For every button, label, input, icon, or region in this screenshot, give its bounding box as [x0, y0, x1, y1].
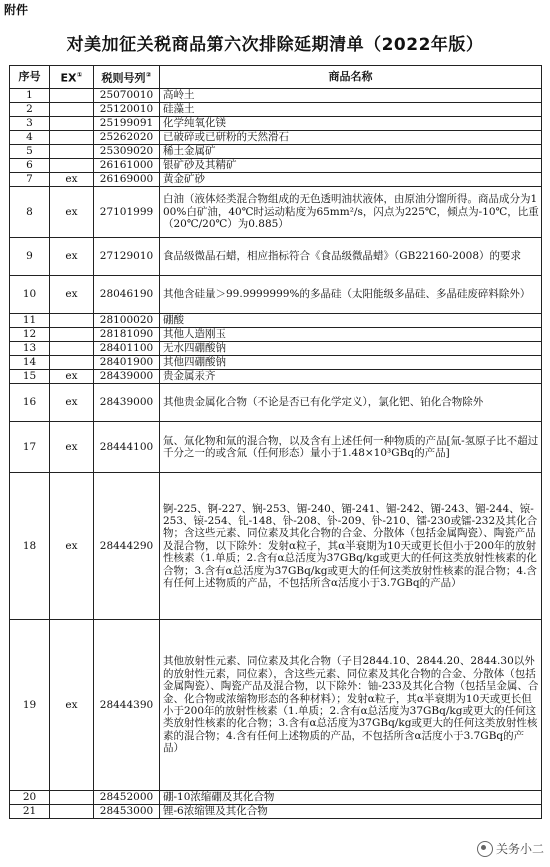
row-ex	[50, 356, 94, 370]
row-seq: 13	[10, 342, 50, 356]
row-name: 硼酸	[160, 314, 542, 328]
row-ex: ex	[50, 384, 94, 422]
table-row	[10, 422, 542, 473]
row-seq: 8	[10, 187, 50, 238]
footnote-mark-code: ②	[145, 70, 152, 79]
row-name: 稀土金属矿	[160, 145, 542, 159]
col-header-code: 税则号列②	[94, 66, 160, 89]
row-name: 氚、氚化物和氚的混合物，以及含有上述任何一种物质的产品[氚-氢原子比不超过千分之一的或含氚（任何形态）量小于1.48×10³GBq的产品]	[160, 422, 542, 473]
wechat-logo-icon	[477, 841, 493, 857]
row-code: 27129010	[94, 238, 160, 276]
row-code: 26161000	[94, 159, 160, 173]
table-row	[10, 159, 542, 173]
col-header-ex: EX①	[50, 66, 94, 89]
row-code: 25309020	[94, 145, 160, 159]
table-row	[10, 117, 542, 131]
exclusion-list-table	[9, 65, 542, 819]
row-ex: ex	[50, 276, 94, 314]
row-seq: 21	[10, 805, 50, 819]
table-row	[10, 103, 542, 117]
table-row	[10, 238, 542, 276]
row-code: 28444290	[94, 473, 160, 620]
row-seq: 18	[10, 473, 50, 620]
row-ex	[50, 89, 94, 103]
row-seq: 5	[10, 145, 50, 159]
table-row	[10, 473, 542, 620]
row-seq: 3	[10, 117, 50, 131]
row-ex	[50, 103, 94, 117]
table-row	[10, 276, 542, 314]
table-row	[10, 620, 542, 791]
watermark-text: 关务小二	[495, 842, 544, 856]
row-ex	[50, 805, 94, 819]
row-name: 银矿砂及其精矿	[160, 159, 542, 173]
annex-label: 附件	[4, 3, 29, 17]
row-seq: 2	[10, 103, 50, 117]
row-code: 28453000	[94, 805, 160, 819]
row-name: 其他含硅量＞99.9999999%的多晶硅（太阳能级多晶硅、多晶硅废碎料除外）	[160, 276, 542, 314]
table-row	[10, 791, 542, 805]
row-seq: 15	[10, 370, 50, 384]
row-name: 其他放射性元素、同位素及其化合物（子目2844.10、2844.20、2844.30以外的放射性元素，同位素），含这些元素、同位素及其化合物的合金、分散体（包括金属陶瓷）、陶瓷产品及混合物，以下除外：铀-233及其化合物（包括呈金属、合金、化合物或浓缩物形态的各种材料）；发射α粒子，其α半衰期为10天或更长但小于200年的放射性核素（1.单质；2.含有α总活度为37GBq/kg或更大的任何这类放射性核素的化合物；3.含有α总活度为37GBq/kg或更大的任何这类放射性核素的混合物；4.含有任何上述物质的产品，不包括所含α活度小于3.7GBq的产品）	[160, 620, 542, 791]
row-name: 白油（液体烃类混合物组成的无色透明油状液体，由原油分馏所得。商品成分为100%白矿油，40℃时运动粘度为65mm²/s，闪点为225℃，倾点为-10℃，比重（20℃/20℃）为0.885）	[160, 187, 542, 238]
page-title: 对美加征关税商品第六次排除延期清单（2022年版）	[66, 35, 484, 55]
row-name: 其他四硼酸钠	[160, 356, 542, 370]
row-ex	[50, 314, 94, 328]
watermark	[477, 840, 544, 857]
row-seq: 11	[10, 314, 50, 328]
row-code: 25120010	[94, 103, 160, 117]
row-ex: ex	[50, 238, 94, 276]
row-name: 已破碎或已研粉的天然滑石	[160, 131, 542, 145]
row-seq: 16	[10, 384, 50, 422]
row-ex: ex	[50, 370, 94, 384]
row-name: 贵金属汞齐	[160, 370, 542, 384]
row-seq: 17	[10, 422, 50, 473]
row-code: 28100020	[94, 314, 160, 328]
row-ex	[50, 342, 94, 356]
row-seq: 10	[10, 276, 50, 314]
row-ex: ex	[50, 620, 94, 791]
row-ex	[50, 159, 94, 173]
table-row	[10, 314, 542, 328]
col-header-name: 商品名称	[160, 66, 542, 89]
row-code: 27101999	[94, 187, 160, 238]
row-code: 25070010	[94, 89, 160, 103]
row-seq: 19	[10, 620, 50, 791]
row-ex	[50, 145, 94, 159]
row-ex: ex	[50, 422, 94, 473]
footnote-mark-ex: ①	[76, 70, 83, 79]
row-code: 25262020	[94, 131, 160, 145]
table-row	[10, 131, 542, 145]
row-name: 硅藻土	[160, 103, 542, 117]
row-code: 25199091	[94, 117, 160, 131]
row-code: 28452000	[94, 791, 160, 805]
row-name: 其他人造刚玉	[160, 328, 542, 342]
table-row	[10, 356, 542, 370]
row-code: 28439000	[94, 370, 160, 384]
row-ex	[50, 117, 94, 131]
table-row	[10, 145, 542, 159]
row-name: 黄金矿砂	[160, 173, 542, 187]
row-name: 高岭土	[160, 89, 542, 103]
row-code: 28046190	[94, 276, 160, 314]
row-ex: ex	[50, 173, 94, 187]
row-code: 26169000	[94, 173, 160, 187]
row-seq: 7	[10, 173, 50, 187]
row-name: 其他贵金属化合物（不论是否已有化学定义），氯化钯、铂化合物除外	[160, 384, 542, 422]
col-header-seq: 序号	[10, 66, 50, 89]
row-seq: 12	[10, 328, 50, 342]
row-ex	[50, 328, 94, 342]
table-row	[10, 328, 542, 342]
row-code: 28181090	[94, 328, 160, 342]
table-row	[10, 187, 542, 238]
row-seq: 20	[10, 791, 50, 805]
row-seq: 6	[10, 159, 50, 173]
row-ex: ex	[50, 187, 94, 238]
table-row	[10, 342, 542, 356]
row-name: 化学纯氧化镁	[160, 117, 542, 131]
row-name: 锕-225、锕-227、锎-253、镅-240、镅-241、镅-242、镅-243、镅-244、锿-253、锿-254、钆-148、钋-208、钋-209、钋-210、镭-230或镭-232及其化合物；含这些元素、同位素及其化合物的合金、分散体（包括金属陶瓷）、陶瓷产品及混合物，以下除外：发射α粒子，其α半衰期为10天或更长但小于200年的放射性核素（1.单质；2.含有α总活度为37GBq/kg或更大的任何这类放射性核素的化合物；3.含有α总活度为37GBq/kg或更大的任何这类放射性核素的混合物；4.含有任何上述物质的产品，不包括所含α活度小于3.7GBq的产品）	[160, 473, 542, 620]
table-row	[10, 370, 542, 384]
row-name: 硼-10浓缩硼及其化合物	[160, 791, 542, 805]
table-header-row	[10, 66, 542, 89]
row-ex: ex	[50, 473, 94, 620]
row-name: 锂-6浓缩锂及其化合物	[160, 805, 542, 819]
table-row	[10, 173, 542, 187]
row-name: 无水四硼酸钠	[160, 342, 542, 356]
row-code: 28439000	[94, 384, 160, 422]
row-ex	[50, 791, 94, 805]
row-seq: 4	[10, 131, 50, 145]
table-row	[10, 384, 542, 422]
row-code: 28444100	[94, 422, 160, 473]
table-row	[10, 89, 542, 103]
table-row	[10, 805, 542, 819]
row-code: 28401900	[94, 356, 160, 370]
row-ex	[50, 131, 94, 145]
row-name: 食品级微晶石蜡，相应指标符合《食品级微晶蜡》（GB22160-2008）的要求	[160, 238, 542, 276]
row-seq: 1	[10, 89, 50, 103]
row-seq: 9	[10, 238, 50, 276]
row-seq: 14	[10, 356, 50, 370]
row-code: 28401100	[94, 342, 160, 356]
row-code: 28444390	[94, 620, 160, 791]
